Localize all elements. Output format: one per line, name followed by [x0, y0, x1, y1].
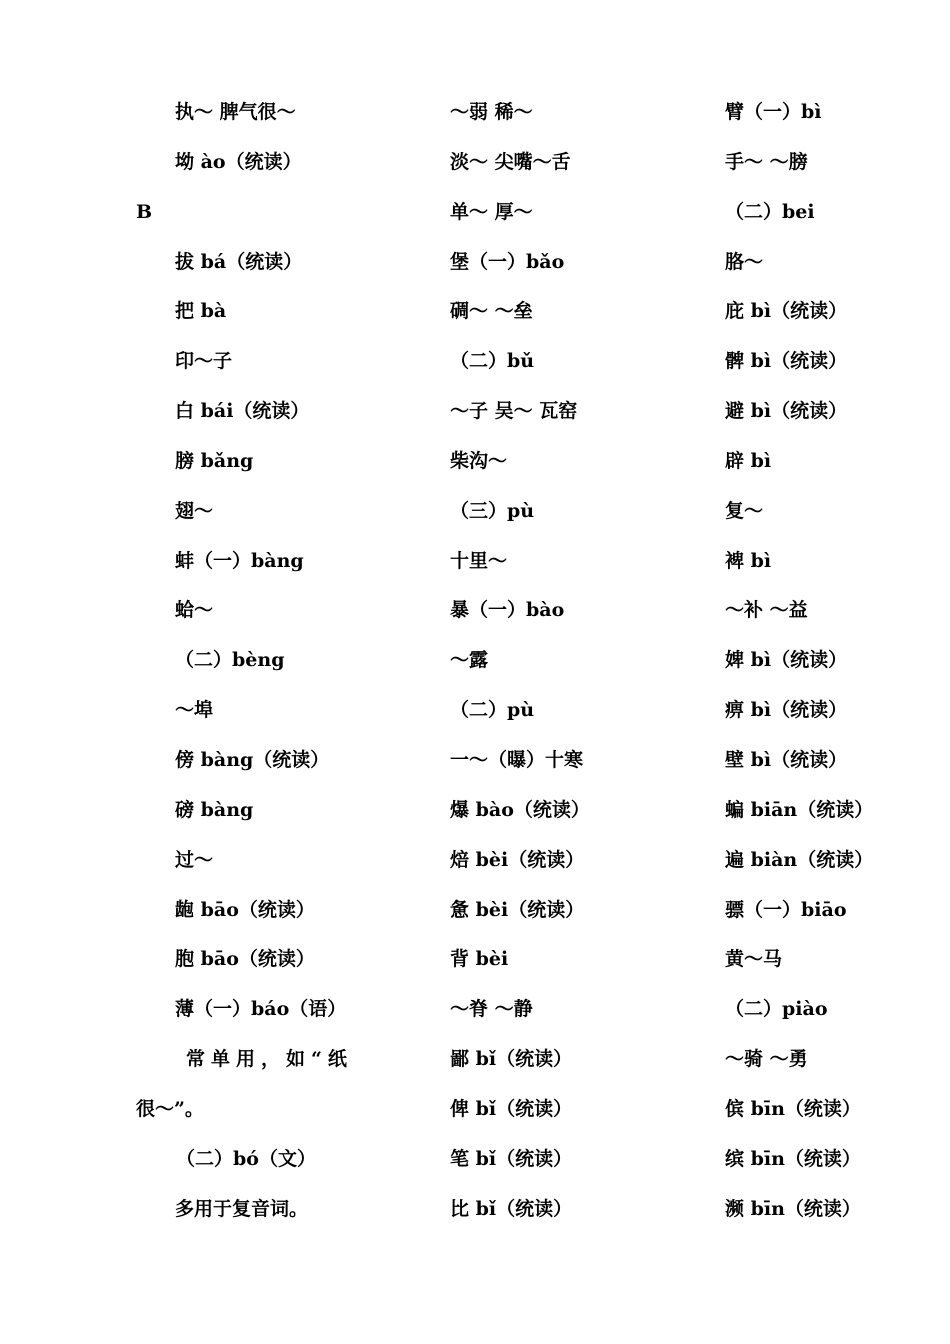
- text-line: 避 bì（统读）: [725, 400, 848, 423]
- text-line: ～埠: [175, 699, 214, 722]
- text-line: 十里～: [450, 549, 508, 572]
- text-line: ～脊 ～静: [450, 998, 533, 1021]
- text-line: 缤 bīn（统读）: [725, 1147, 861, 1170]
- text-line: 惫 bèi（统读）: [450, 898, 585, 921]
- text-line: 骠（一）biāo: [725, 898, 847, 921]
- text-line: 坳 ào（统读）: [175, 150, 302, 173]
- text-line: 执～ 脾气很～: [175, 101, 296, 123]
- text-line: 焙 bèi（统读）: [450, 848, 585, 871]
- text-line: 背 bèi: [450, 948, 509, 971]
- text-line: 柴沟～: [450, 449, 508, 472]
- text-line: 傍 bàng（统读）: [175, 748, 330, 771]
- text-line: 鄙 bǐ（统读）: [450, 1048, 573, 1071]
- column-left: [0, 93, 420, 1239]
- text-line: 裨 bì: [725, 549, 772, 572]
- text-line: 常单用，如“纸: [186, 1048, 353, 1071]
- text-line: ～弱 稀～: [450, 101, 533, 123]
- text-line: 翅～: [175, 499, 214, 522]
- text-line: ～露: [450, 649, 489, 672]
- text-line: 过～: [175, 848, 214, 871]
- text-line: （三）pù: [450, 499, 535, 522]
- text-line: ～补 ～益: [725, 599, 808, 622]
- text-line: （二）bei: [725, 200, 815, 223]
- text-line: 单～ 厚～: [450, 200, 533, 223]
- text-line: 龅 bāo（统读）: [175, 898, 315, 921]
- text-line: （二）bó（文）: [176, 1147, 316, 1170]
- text-line: 壁 bì（统读）: [725, 748, 848, 771]
- text-line: 碉～ ～垒: [450, 300, 533, 323]
- text-line: 蛤～: [175, 599, 214, 622]
- text-line: 爆 bào（统读）: [450, 798, 590, 821]
- text-line: 臂（一）bì: [725, 101, 822, 123]
- text-line: （二）piào: [725, 998, 828, 1021]
- text-line: 庇 bì（统读）: [725, 300, 848, 323]
- text-line: 白 bái（统读）: [175, 400, 310, 423]
- text-line: 一～（曝）十寒: [450, 748, 584, 771]
- text-line: 遍 biàn（统读）: [725, 848, 874, 871]
- text-line: 笔 bǐ（统读）: [450, 1147, 573, 1170]
- text-line: 婢 bì（统读）: [725, 649, 848, 672]
- text-line: 比 bǐ（统读）: [450, 1197, 573, 1220]
- text-line: 辟 bì: [725, 449, 772, 472]
- text-line: 多用于复音词。: [175, 1197, 309, 1220]
- text-line: 胳～: [725, 250, 764, 273]
- text-line: 手～ ～膀: [725, 150, 808, 173]
- text-line: （二）pù: [450, 699, 535, 722]
- text-line: ～子 吴～ 瓦窑: [450, 400, 578, 423]
- text-line: （二）bèng: [175, 649, 285, 672]
- text-line: （二）bǔ: [450, 350, 535, 373]
- text-line: 复～: [725, 499, 764, 522]
- text-line: 薄（一）báo（语）: [175, 998, 347, 1021]
- text-line: 印～子: [175, 350, 233, 373]
- text-line: 傧 bīn（统读）: [725, 1097, 861, 1120]
- text-line: 胞 bāo（统读）: [175, 948, 315, 971]
- text-line: 膀 bǎng: [175, 449, 254, 472]
- text-line: 髀 bì（统读）: [725, 350, 848, 373]
- text-line: 淡～ 尖嘴～舌: [450, 150, 571, 173]
- column-right: [725, 93, 950, 1239]
- text-line: 俾 bǐ（统读）: [450, 1097, 573, 1120]
- text-line: 蝙 biān（统读）: [725, 798, 874, 821]
- text-line: 暴（一）bào: [450, 599, 565, 622]
- text-line: 磅 bàng: [175, 798, 254, 821]
- text-line: 濒 bīn（统读）: [725, 1197, 861, 1220]
- text-line: 蚌（一）bàng: [175, 549, 304, 572]
- text-line: 堡（一）bǎo: [450, 250, 565, 273]
- text-line: 把 bà: [175, 300, 227, 323]
- text-line: 拔 bá（统读）: [175, 250, 303, 273]
- section-letter: B: [136, 200, 153, 223]
- text-line: 痹 bì（统读）: [725, 699, 848, 722]
- text-line: ～骑 ～勇: [725, 1048, 808, 1071]
- column-middle: [450, 93, 710, 1239]
- text-line: 很～”。: [136, 1097, 204, 1120]
- text-line: 黄～马: [725, 948, 783, 971]
